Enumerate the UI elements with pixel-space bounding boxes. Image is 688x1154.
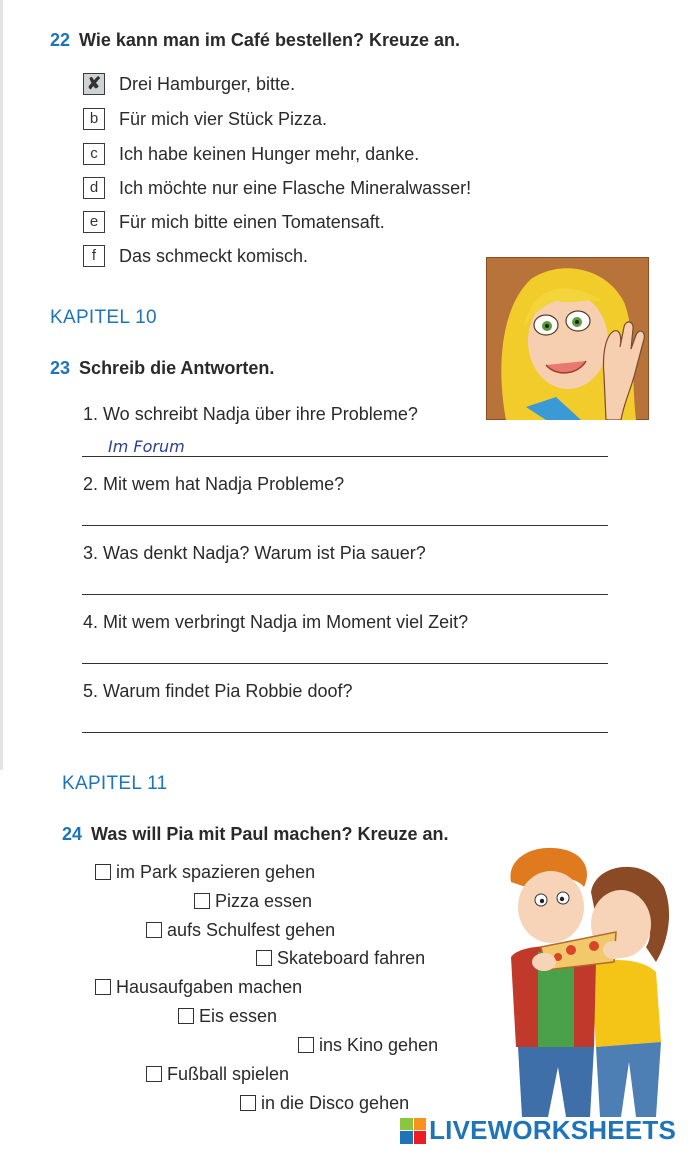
checkbox-d[interactable]: d: [83, 177, 105, 199]
checkbox-e[interactable]: e: [83, 211, 105, 233]
activity-checkbox[interactable]: [256, 950, 272, 966]
option-a-text: Drei Hamburger, bitte.: [119, 74, 296, 94]
exercise-title: Wie kann man im Café bestellen? Kreuze an.: [79, 30, 460, 50]
checkbox-f[interactable]: f: [83, 245, 105, 267]
exercise-title: Was will Pia mit Paul machen? Kreuze an.: [91, 824, 449, 844]
activity-label: in die Disco gehen: [261, 1093, 410, 1113]
answer-line-5[interactable]: [82, 732, 608, 733]
exercise-number: 23: [50, 358, 71, 378]
activity-label: Fußball spielen: [167, 1064, 290, 1084]
activity-item[interactable]: [256, 948, 425, 969]
answer-line-2[interactable]: [82, 525, 608, 526]
activity-item[interactable]: [194, 891, 312, 912]
question-5: 5. Warum findet Pia Robbie doof?: [83, 681, 353, 701]
activity-label: Hausaufgaben machen: [116, 977, 303, 997]
activity-checkbox[interactable]: [240, 1095, 256, 1111]
activity-item[interactable]: [95, 977, 302, 998]
option-d-text: Ich möchte nur eine Flasche Mineralwasser!: [119, 178, 472, 198]
watermark: [400, 1115, 676, 1146]
exercise-number: 24: [62, 824, 83, 844]
page-edge: [0, 0, 3, 770]
exercise-23-heading: [50, 358, 274, 379]
checkbox-a[interactable]: ✘: [83, 73, 105, 95]
chapter-11-heading: KAPITEL 11: [62, 773, 168, 794]
question-3: 3. Was denkt Nadja? Warum ist Pia sauer?: [83, 543, 426, 563]
option-e-text: Für mich bitte einen Tomatensaft.: [119, 212, 385, 232]
activity-checkbox[interactable]: [178, 1008, 194, 1024]
activity-label: Eis essen: [199, 1006, 278, 1026]
activity-checkbox[interactable]: [146, 922, 162, 938]
option-f-text: Das schmeckt komisch.: [119, 246, 309, 266]
activity-label: im Park spazieren gehen: [116, 862, 316, 882]
activity-item[interactable]: [178, 1006, 277, 1027]
answer-line-3[interactable]: [82, 594, 608, 595]
chapter-10-heading: KAPITEL 10: [50, 307, 157, 328]
activity-label: Pizza essen: [215, 891, 313, 911]
activity-checkbox[interactable]: [298, 1037, 314, 1053]
exercise-number: 22: [50, 30, 71, 50]
activity-item[interactable]: [146, 1064, 289, 1085]
activity-checkbox[interactable]: [146, 1066, 162, 1082]
exercise-title: Schreib die Antworten.: [79, 358, 275, 378]
activity-item[interactable]: [298, 1035, 438, 1056]
activity-checkbox[interactable]: [194, 893, 210, 909]
activity-label: aufs Schulfest gehen: [167, 920, 336, 940]
activity-checkbox[interactable]: [95, 979, 111, 995]
activity-item[interactable]: [95, 862, 315, 883]
question-2: 2. Mit wem hat Nadja Probleme?: [83, 474, 345, 494]
answer-line-4[interactable]: [82, 663, 608, 664]
liveworksheets-logo-icon: [400, 1118, 426, 1144]
question-4: 4. Mit wem verbringt Nadja im Moment viel Zeit?: [83, 612, 469, 632]
activity-item[interactable]: [240, 1093, 409, 1114]
option-c-text: Ich habe keinen Hunger mehr, danke.: [119, 144, 420, 164]
nadja-illustration: [486, 257, 649, 420]
activity-label: ins Kino gehen: [319, 1035, 439, 1055]
checkbox-b[interactable]: b: [83, 108, 105, 130]
question-1: 1. Wo schreibt Nadja über ihre Probleme?: [83, 404, 418, 424]
watermark-text: LIVEWORKSHEETS: [429, 1115, 676, 1145]
activity-checkbox[interactable]: [95, 864, 111, 880]
pia-paul-illustration: [496, 842, 676, 1122]
exercise-22-heading: [50, 30, 460, 51]
activity-label: Skateboard fahren: [277, 948, 426, 968]
exercise-24-heading: [62, 824, 448, 845]
answer-line-1[interactable]: [82, 456, 608, 457]
answer-1-handwritten: Im Forum: [108, 437, 185, 456]
option-b-text: Für mich vier Stück Pizza.: [119, 109, 328, 129]
activity-item[interactable]: [146, 920, 335, 941]
checkbox-c[interactable]: c: [83, 143, 105, 165]
